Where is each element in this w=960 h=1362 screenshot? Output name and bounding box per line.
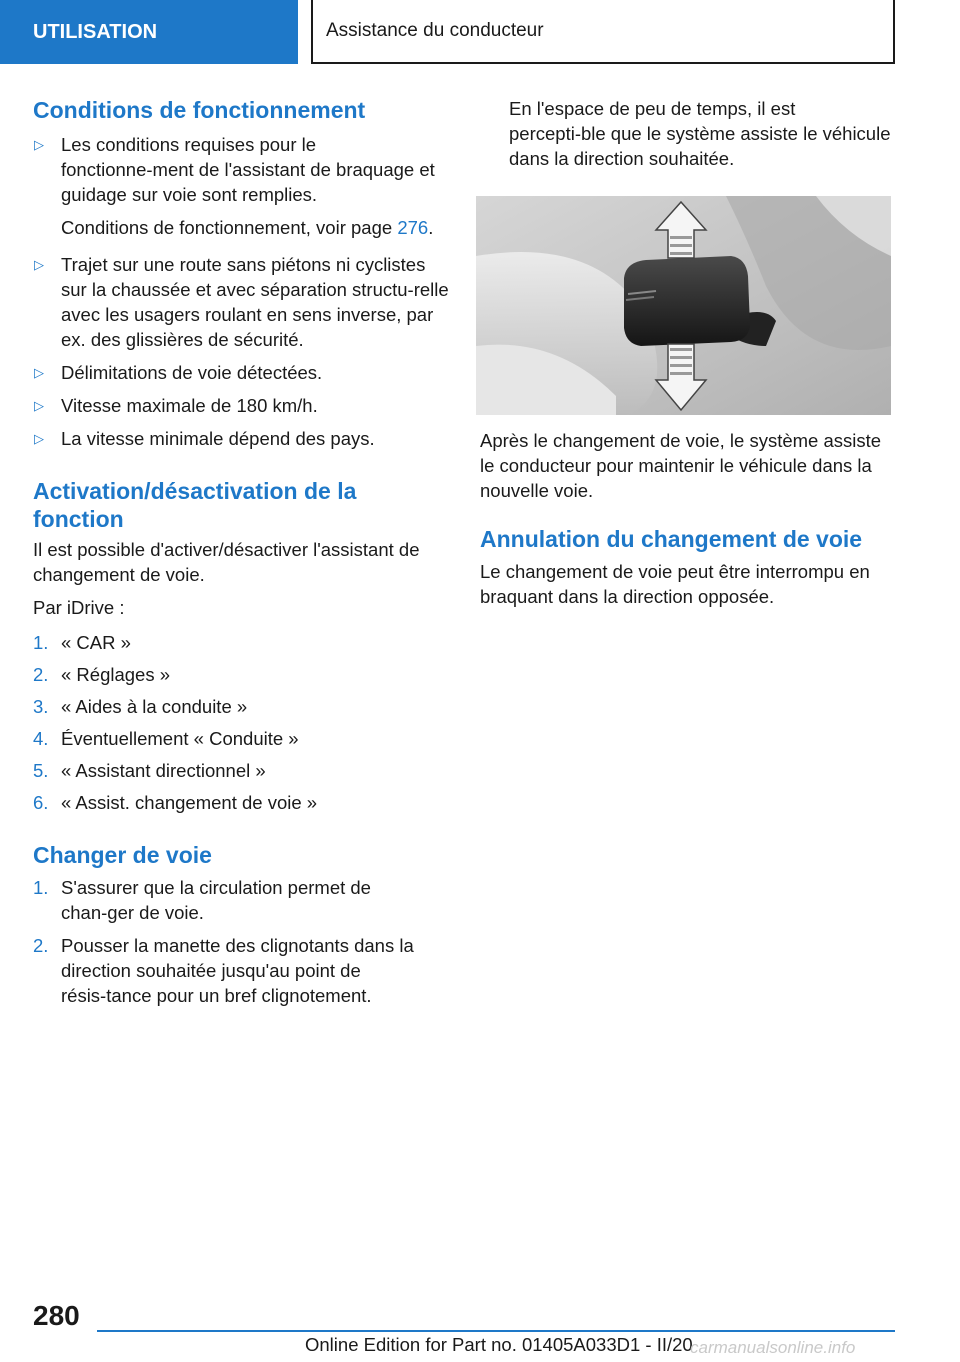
list-item: ▷ Délimitations de voie détectées.: [34, 362, 323, 383]
section-title: UTILISATION: [33, 20, 158, 43]
left-column: [33, 96, 449, 1008]
section-tab: [0, 0, 298, 64]
right-column: [480, 96, 895, 171]
watermark: carmanualsonline.info: [690, 1338, 856, 1357]
step-item: 2. Pousser la manette des clignotants dans la direction souhaitée jusqu'au point de résis‑tance pour un bref clignotement.: [33, 935, 414, 1006]
list-item: ▷ Trajet sur une route sans piétons ni cyclistes sur la chaussée et avec séparation structu‑relle avec les usagers roulant en sens inverse, par ex. des glissières de sécurité.: [34, 254, 449, 350]
triangle-bullet-icon: ▷: [34, 431, 44, 446]
step-item: 2. « Réglages »: [33, 664, 171, 685]
right-column-lower: [480, 428, 895, 609]
cancel-text: Le changement de voie peut être interrompu en braquant dans la direction opposée.: [480, 561, 870, 607]
triangle-bullet-icon: ▷: [34, 137, 44, 152]
cross-reference: Conditions de fonctionnement, voir page 276.: [61, 217, 434, 238]
change-steps: [33, 875, 449, 1008]
step-item: 1. « CAR »: [33, 632, 131, 653]
list-item: ▷ Vitesse maximale de 180 km/h.: [34, 395, 318, 416]
step-item: 6. « Assist. changement de voie »: [33, 792, 318, 813]
list-item: ▷ Les conditions requises pour le fonctionne‑ment de l'assistant de braquage et guidage sur voie sont remplies.: [34, 134, 435, 205]
step-item: 3. « Aides à la conduite »: [33, 696, 248, 717]
activation-intro: Il est possible d'activer/désactiver l'assistant de changement de voie.: [33, 539, 420, 585]
chapter-title: Assistance du conducteur: [326, 20, 544, 41]
step-item: 5. « Assistant directionnel »: [33, 760, 266, 781]
list-item: ▷ La vitesse minimale dépend des pays.: [34, 428, 375, 449]
heading-change-lane: Changer de voie: [33, 842, 212, 868]
triangle-bullet-icon: ▷: [34, 257, 44, 272]
triangle-bullet-icon: ▷: [34, 398, 44, 413]
footer-divider: [97, 1330, 895, 1332]
triangle-bullet-icon: ▷: [34, 365, 44, 380]
conditions-list: [33, 132, 449, 451]
continuation-text: En l'espace de peu de temps, il est percepti‑ble que le système assiste le véhicule dans la direction souhaitée.: [509, 98, 891, 169]
activation-via: Par iDrive :: [33, 597, 125, 618]
after-figure-text: Après le changement de voie, le système assiste le conducteur pour maintenir le véhicule dans la nouvelle voie.: [480, 430, 882, 501]
page-number: 280: [33, 1300, 80, 1331]
activation-steps: [33, 630, 449, 815]
page-link[interactable]: 276: [397, 217, 429, 238]
chapter-header: [311, 0, 895, 64]
step-item: 1. S'assurer que la circulation permet de chan‑ger de voie.: [33, 877, 371, 923]
heading-activation: Activation/désactivation de la fonction: [33, 478, 357, 532]
edition-text: Online Edition for Part no. 01405A033D1 - II/20: [305, 1334, 693, 1355]
heading-cancel: Annulation du changement de voie: [480, 526, 863, 552]
heading-conditions: Conditions de fonctionnement: [33, 97, 366, 123]
step-item: 4. Éventuellement « Conduite »: [33, 728, 299, 749]
turn-signal-lever-illustration: [476, 196, 891, 415]
